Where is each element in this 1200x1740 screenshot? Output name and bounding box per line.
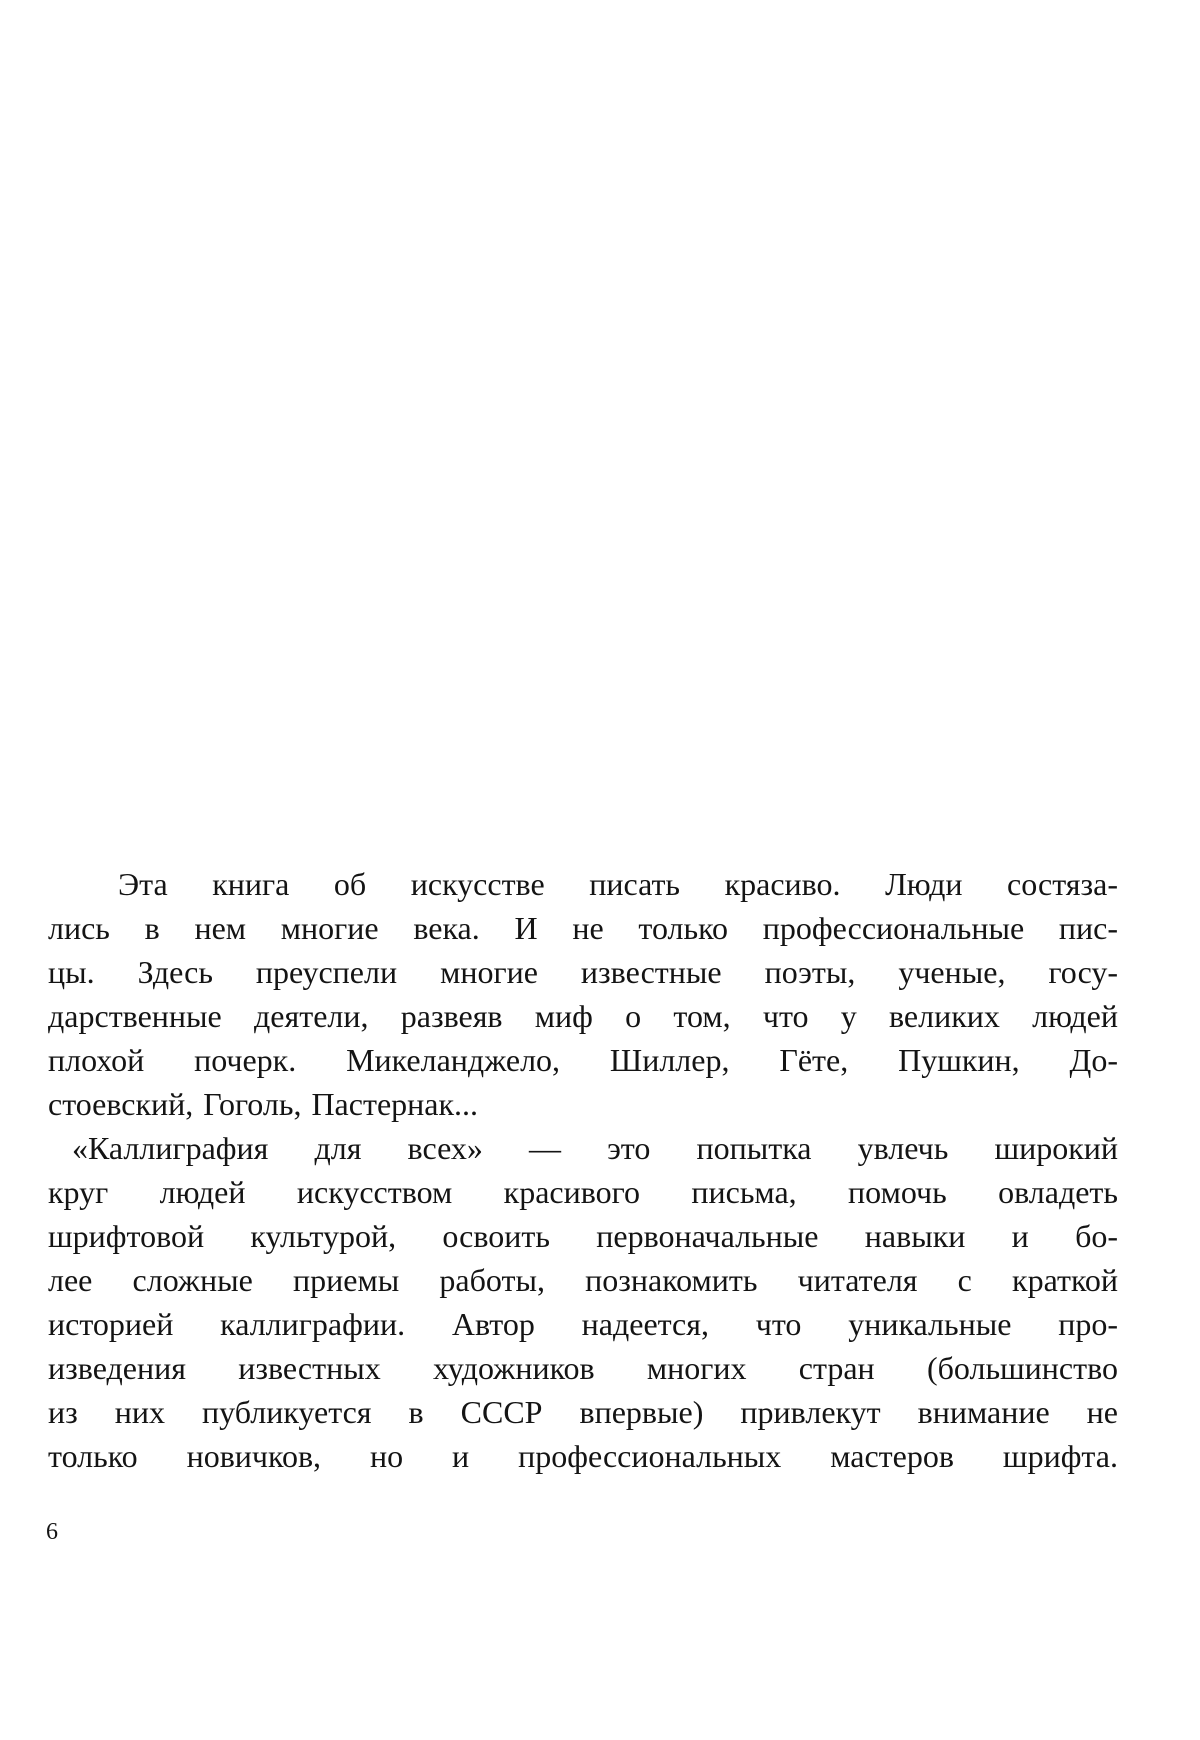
page-number: 6 (46, 1519, 58, 1545)
text-line: стоевский, Гоголь, Пастернак... (48, 1086, 479, 1122)
text-line: круг людей искусством красивого письма, помочь овладеть (48, 1174, 1118, 1210)
paragraph-2 (48, 1126, 1118, 1478)
text-line: изведения известных художников многих стран (большинство (48, 1350, 1118, 1386)
text-line: историей каллиграфии. Автор надеется, что уникальные про- (48, 1306, 1118, 1342)
text-line: Эта книга об искусстве писать красиво. Люди состяза- (118, 866, 1118, 902)
text-line: лись в нем многие века. И не только профессиональные пис- (48, 910, 1118, 946)
text-line: «Каллиграфия для всех» — это попытка увлечь широкий (72, 1130, 1118, 1166)
text-line: только новичков, но и профессиональных мастеров шрифта. (48, 1438, 1118, 1474)
text-line: плохой почерк. Микеланджело, Шиллер, Гёте, Пушкин, До- (48, 1042, 1118, 1078)
text-line: из них публикуется в СССР впервые) привлекут внимание не (48, 1394, 1118, 1430)
text-line: цы. Здесь преуспели многие известные поэты, ученые, госу- (48, 954, 1118, 990)
text-line: дарственные деятели, развеяв миф о том, что у великих людей (48, 998, 1118, 1034)
body-text (48, 862, 1118, 1478)
text-line: шрифтовой культурой, освоить первоначальные навыки и бо- (48, 1218, 1118, 1254)
text-line: лее сложные приемы работы, познакомить читателя с краткой (48, 1262, 1118, 1298)
paragraph-1 (48, 862, 1118, 1126)
